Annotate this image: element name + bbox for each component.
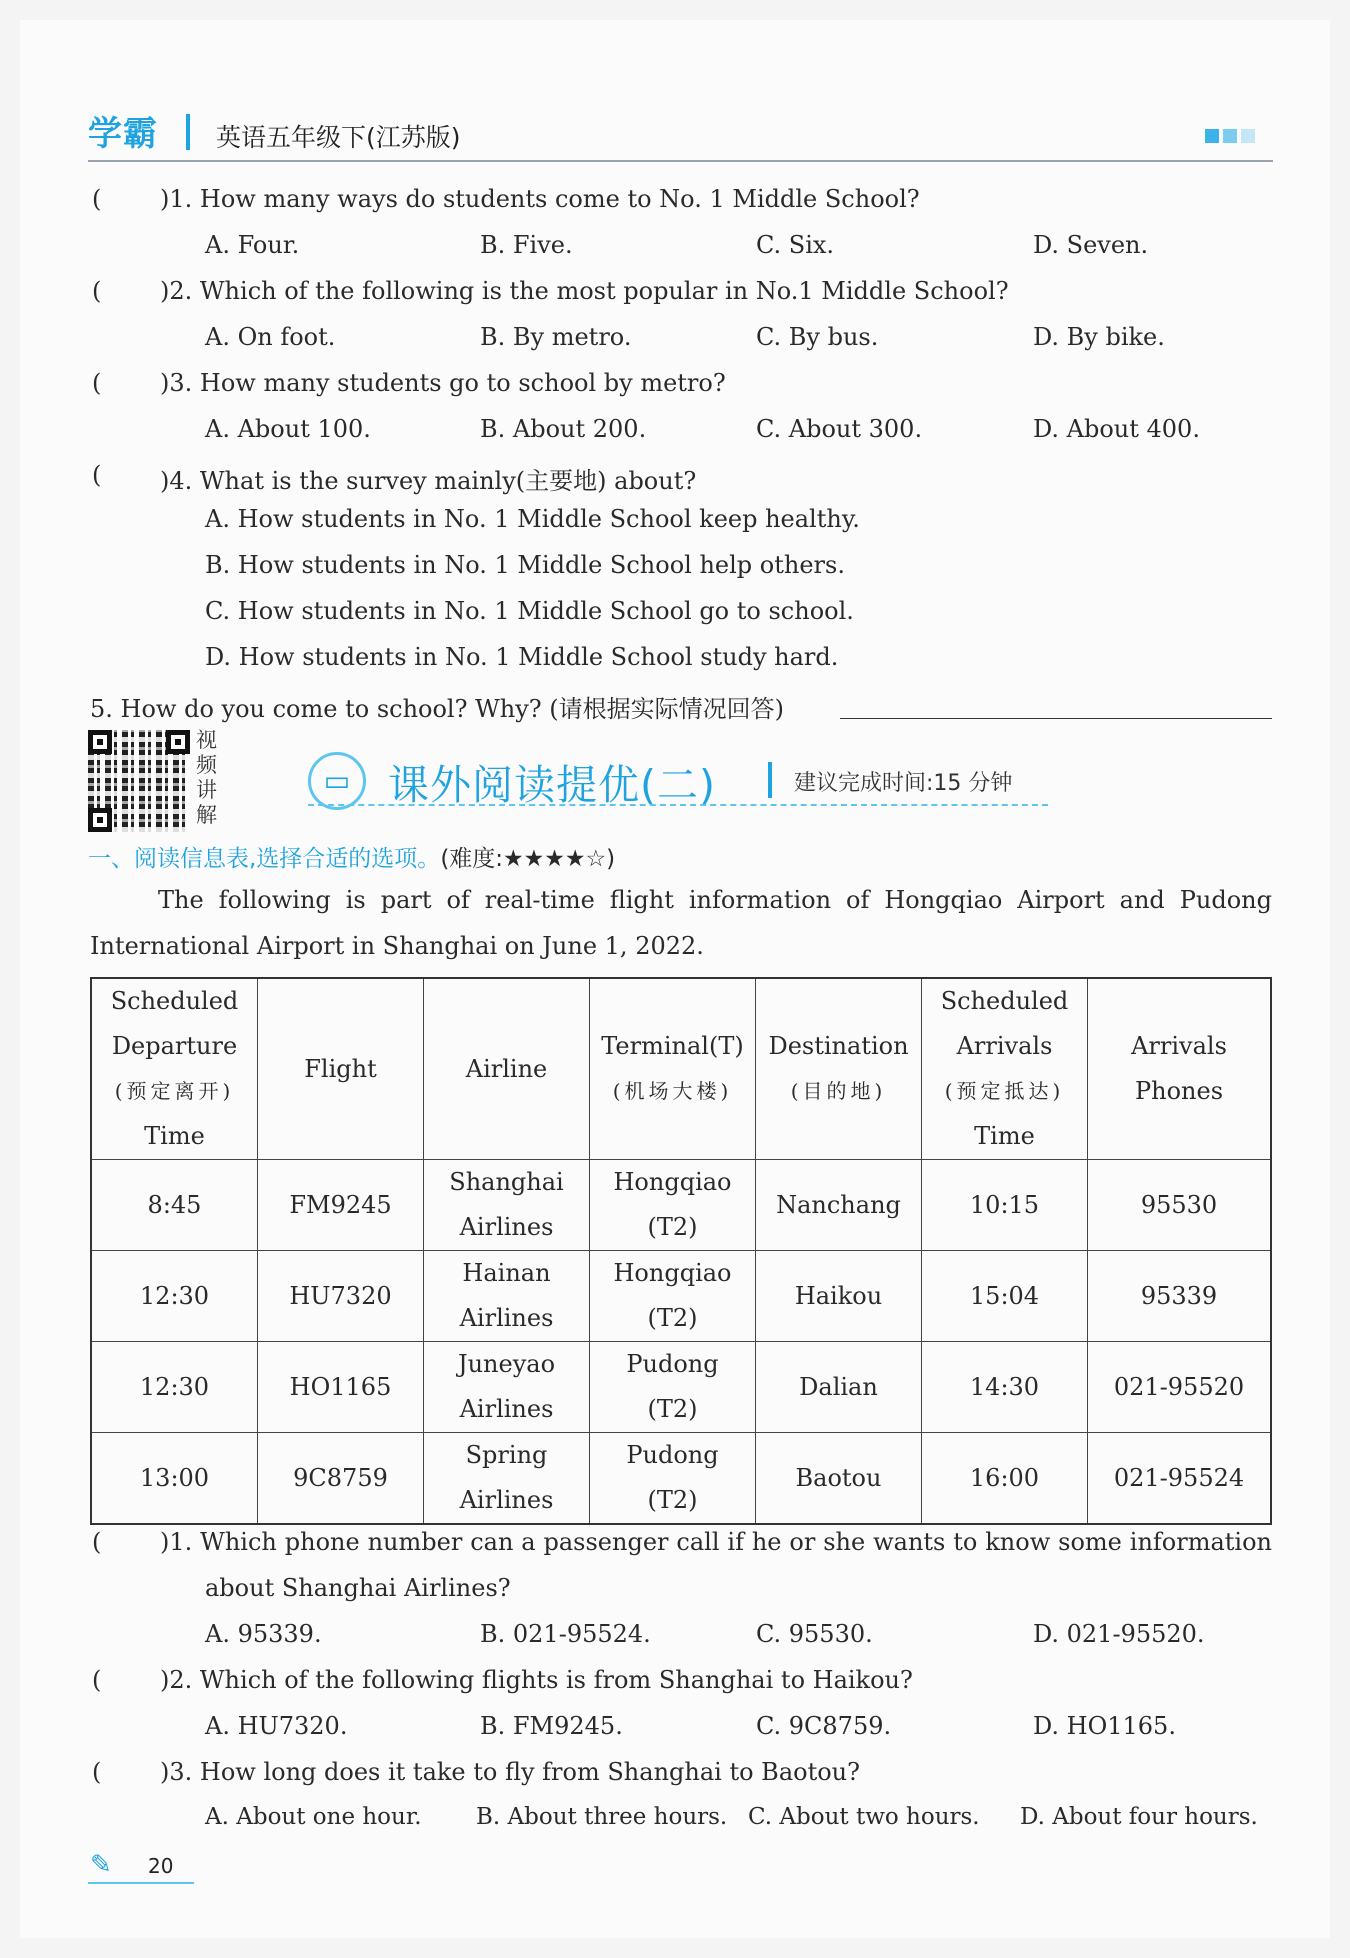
- cell-phone: 95530: [1088, 1160, 1272, 1251]
- option-d: D. 021-95520.: [1033, 1620, 1205, 1648]
- col-header-arrivals-time: Scheduled Arrivals (预定抵达) Time: [922, 978, 1088, 1160]
- cell-terminal: Pudong (T2): [590, 1342, 756, 1433]
- cell-destination: Haikou: [756, 1251, 922, 1342]
- cell-terminal: Hongqiao (T2): [590, 1251, 756, 1342]
- section-title: 课外阅读提优(二): [388, 761, 716, 809]
- cell-airline: Hainan Airlines: [424, 1251, 590, 1342]
- answer-paren: (: [92, 1528, 102, 1556]
- flight-question-3: )3. How long does it take to fly from Shanghai to Baotou?: [160, 1758, 860, 1786]
- section-underline: [308, 804, 1048, 806]
- cell-destination: Nanchang: [756, 1160, 922, 1251]
- cell-airline: Spring Airlines: [424, 1433, 590, 1525]
- option-c: C. 9C8759.: [756, 1712, 892, 1740]
- brand-logo: 学霸: [88, 114, 158, 154]
- page-number: 20: [148, 1854, 174, 1878]
- book-icon: ▭: [308, 752, 366, 810]
- option-a: A. HU7320.: [205, 1712, 348, 1740]
- option-d: D. About four hours.: [1020, 1804, 1258, 1830]
- cell-flight: HO1165: [258, 1342, 424, 1433]
- cell-flight: FM9245: [258, 1160, 424, 1251]
- option-a: A. On foot.: [205, 323, 336, 351]
- cell-departure: 12:30: [91, 1251, 258, 1342]
- intro-line-1: The following is part of real-time flight information of Hongqiao Airport and Pudong: [158, 886, 1272, 914]
- cell-destination: Baotou: [756, 1433, 922, 1525]
- option-b: B. Five.: [480, 231, 573, 259]
- flight-table: [90, 977, 1272, 1525]
- cell-departure: 13:00: [91, 1433, 258, 1525]
- cell-flight: 9C8759: [258, 1433, 424, 1525]
- answer-paren: (: [92, 1666, 102, 1694]
- cell-terminal: Pudong (T2): [590, 1433, 756, 1525]
- col-header-destination: Destination (目的地): [756, 978, 922, 1160]
- answer-paren: (: [92, 461, 102, 489]
- option-b: B. 021-95524.: [480, 1620, 651, 1648]
- answer-paren: (: [92, 369, 102, 397]
- suggested-time: 建议完成时间:15 分钟: [794, 771, 1013, 796]
- cell-arrival: 16:00: [922, 1433, 1088, 1525]
- cell-phone: 021-95520: [1088, 1342, 1272, 1433]
- cell-arrival: 10:15: [922, 1160, 1088, 1251]
- flight-question-1: )1. Which phone number can a passenger call if he or she wants to know some information: [160, 1528, 1272, 1556]
- col-header-departure: Scheduled Departure (预定离开) Time: [91, 978, 258, 1160]
- pencil-icon: ✎: [90, 1850, 112, 1880]
- header-divider: [186, 114, 190, 150]
- header-squares-icon: [1201, 128, 1255, 147]
- option-a: A. About 100.: [205, 415, 371, 443]
- col-header-phones: Arrivals Phones: [1088, 978, 1272, 1160]
- table-row: [91, 1342, 1271, 1433]
- option-c: C. How students in No. 1 Middle School go to school.: [205, 597, 854, 625]
- option-d: D. By bike.: [1033, 323, 1165, 351]
- cell-terminal: Hongqiao (T2): [590, 1160, 756, 1251]
- footer-underline: [88, 1882, 194, 1884]
- question-3: )3. How many students go to school by metro?: [160, 369, 726, 397]
- question-4: )4. What is the survey mainly(主要地) about?: [160, 467, 697, 495]
- cell-arrival: 14:30: [922, 1342, 1088, 1433]
- cell-departure: 12:30: [91, 1342, 258, 1433]
- table-row: [91, 1251, 1271, 1342]
- option-c: C. Six.: [756, 231, 835, 259]
- page-header: [88, 100, 1273, 162]
- option-d: D. About 400.: [1033, 415, 1200, 443]
- option-a: A. Four.: [205, 231, 300, 259]
- option-a: A. About one hour.: [205, 1804, 422, 1830]
- qr-caption: 视 频 讲 解: [196, 728, 217, 827]
- cell-departure: 8:45: [91, 1160, 258, 1251]
- cell-arrival: 15:04: [922, 1251, 1088, 1342]
- question-2: )2. Which of the following is the most popular in No.1 Middle School?: [160, 277, 1009, 305]
- table-row: [91, 1433, 1271, 1525]
- question-1: )1. How many ways do students come to No. 1 Middle School?: [160, 185, 920, 213]
- cell-flight: HU7320: [258, 1251, 424, 1342]
- cell-phone: 95339: [1088, 1251, 1272, 1342]
- option-b: B. About 200.: [480, 415, 647, 443]
- cell-destination: Dalian: [756, 1342, 922, 1433]
- option-c: C. By bus.: [756, 323, 879, 351]
- cell-airline: Juneyao Airlines: [424, 1342, 590, 1433]
- intro-line-2: International Airport in Shanghai on June 1, 2022.: [90, 932, 704, 960]
- col-header-flight: Flight: [258, 978, 424, 1160]
- option-b: B. How students in No. 1 Middle School help others.: [205, 551, 845, 579]
- part-title: 一、阅读信息表,选择合适的选项。(难度:★★★★☆): [88, 846, 616, 872]
- option-b: B. FM9245.: [480, 1712, 623, 1740]
- col-header-airline: Airline: [424, 978, 590, 1160]
- flight-question-2: )2. Which of the following flights is from Shanghai to Haikou?: [160, 1666, 913, 1694]
- answer-paren: (: [92, 1758, 102, 1786]
- option-c: C. 95530.: [756, 1620, 873, 1648]
- section-divider: [768, 762, 772, 798]
- cell-airline: Shanghai Airlines: [424, 1160, 590, 1251]
- answer-paren: (: [92, 277, 102, 305]
- option-d: D. How students in No. 1 Middle School study hard.: [205, 643, 839, 671]
- option-b: B. About three hours.: [476, 1804, 728, 1830]
- cell-phone: 021-95524: [1088, 1433, 1272, 1525]
- option-a: A. 95339.: [205, 1620, 322, 1648]
- qr-code[interactable]: [88, 730, 190, 832]
- option-c: C. About 300.: [756, 415, 923, 443]
- col-header-terminal: Terminal(T) (机场大楼): [590, 978, 756, 1160]
- option-d: D. Seven.: [1033, 231, 1149, 259]
- book-title: 英语五年级下(江苏版): [216, 123, 461, 152]
- option-d: D. HO1165.: [1033, 1712, 1176, 1740]
- option-c: C. About two hours.: [748, 1804, 980, 1830]
- question-continuation: about Shanghai Airlines?: [205, 1574, 511, 1602]
- answer-paren: (: [92, 185, 102, 213]
- option-a: A. How students in No. 1 Middle School keep healthy.: [205, 505, 860, 533]
- option-b: B. By metro.: [480, 323, 632, 351]
- answer-line[interactable]: [840, 718, 1272, 719]
- table-row: [91, 1160, 1271, 1251]
- question-5: 5. How do you come to school? Why? (请根据实际情况回答): [90, 695, 785, 723]
- table-header-row: [91, 978, 1271, 1160]
